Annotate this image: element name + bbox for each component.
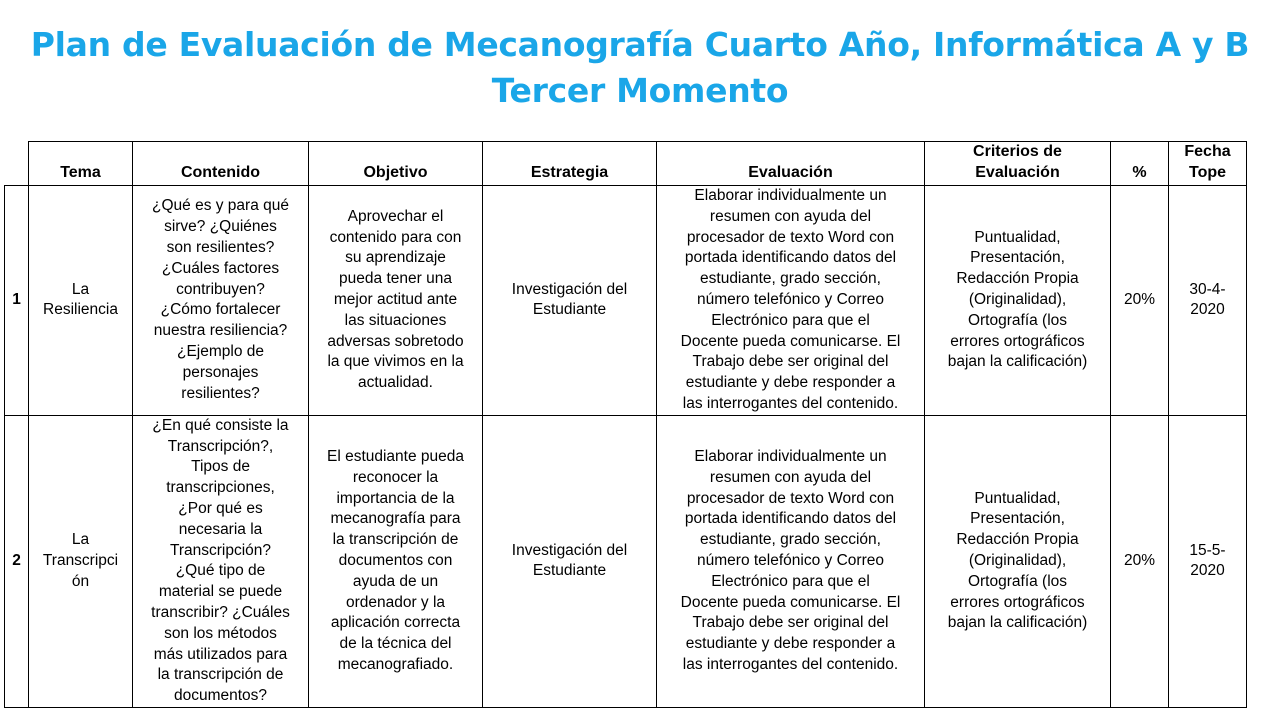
cell-line: Puntualidad, (974, 228, 1061, 246)
cell-line: Investigación del (511, 280, 628, 298)
cell-line: Ortografía (los (967, 572, 1068, 590)
cell-line: ¿Qué tipo de (175, 562, 266, 580)
cell-line: la transcripción de (157, 666, 284, 684)
evaluation-plan-table (4, 141, 1247, 708)
cell-line: Trabajo debe ser original del (692, 353, 889, 371)
cell-line: las interrogantes del contenido. (682, 655, 899, 673)
cell-line: Redacción Propia (956, 531, 1079, 549)
cell-line: portada identificando datos del (684, 249, 897, 267)
cell-line: aplicación correcta (330, 614, 461, 632)
cell-porcentaje: 20% (1111, 415, 1169, 707)
cell-line: Docente pueda comunicarse. El (680, 593, 901, 611)
cell-line: son resilientes? (166, 238, 275, 256)
row-number: 1 (5, 186, 29, 416)
slide-title (0, 22, 1280, 114)
header-criterios (925, 142, 1111, 186)
cell-criterios (925, 186, 1111, 416)
cell-line: bajan la calificación) (947, 353, 1088, 371)
cell-estrategia (483, 415, 657, 707)
cell-line: Docente pueda comunicarse. El (680, 332, 901, 350)
cell-line: pueda tener una (339, 270, 452, 288)
cell-line: número telefónico y Correo (697, 290, 884, 308)
cell-evaluacion (657, 415, 925, 707)
cell-line: mejor actitud ante (333, 290, 458, 308)
cell-line: La (71, 280, 90, 298)
cell-line: Presentación, (970, 249, 1065, 267)
header-fecha-line-1: Fecha (1184, 143, 1231, 160)
cell-line: documentos? (173, 687, 268, 705)
cell-line: mecanografiado. (337, 655, 454, 673)
cell-line: Ortografía (los (967, 311, 1068, 329)
cell-line: Electrónico para que el (711, 572, 870, 590)
cell-line: Presentación, (970, 510, 1065, 528)
cell-line: número telefónico y Correo (697, 551, 884, 569)
header-porcentaje: % (1111, 142, 1169, 186)
cell-fecha: 30-4-2020 (1169, 186, 1247, 416)
cell-line: Transcripción? (169, 541, 272, 559)
cell-line: Elaborar individualmente un (694, 187, 887, 204)
cell-line: son los métodos (164, 624, 277, 642)
cell-line: bajan la calificación) (947, 614, 1088, 632)
cell-line: Estudiante (532, 562, 607, 580)
header-contenido: Contenido (133, 142, 309, 186)
header-objetivo: Objetivo (309, 142, 483, 186)
cell-line: (Originalidad), (968, 551, 1067, 569)
cell-line: Aprovechar el (347, 207, 444, 225)
cell-line: su aprendizaje (345, 249, 446, 267)
cell-line: procesador de texto Word con (686, 228, 895, 246)
cell-line: más utilizados para (153, 645, 288, 663)
title-line-1: Plan de Evaluación de Mecanografía Cuarto Año, Informática A y B (30, 25, 1250, 64)
cell-contenido (133, 415, 309, 707)
cell-line: adversas sobretodo (327, 332, 464, 350)
cell-line: (Originalidad), (968, 290, 1067, 308)
cell-tema (29, 415, 133, 707)
cell-line: las situaciones (344, 311, 447, 329)
cell-line: Tipos de (191, 458, 250, 476)
cell-line: Transcripci (42, 551, 119, 569)
cell-line: Trabajo debe ser original del (692, 614, 889, 632)
header-evaluacion: Evaluación (657, 142, 925, 186)
cell-line: El estudiante pueda (326, 447, 465, 465)
cell-fecha: 15-5-2020 (1169, 415, 1247, 707)
cell-line: estudiante y debe responder a (685, 374, 896, 392)
cell-line: procesador de texto Word con (686, 489, 895, 507)
cell-line: errores ortográficos (950, 593, 1085, 611)
cell-line: Estudiante (532, 301, 607, 319)
title-line-2: Tercer Momento (491, 71, 789, 110)
cell-line: resumen con ayuda del (709, 207, 872, 225)
cell-line: errores ortográficos (950, 332, 1085, 350)
cell-line: de la técnica del (339, 635, 452, 653)
cell-line: actualidad. (358, 374, 433, 392)
cell-line: transcribir? ¿Cuáles (151, 603, 290, 621)
cell-line: ordenador y la (345, 593, 446, 611)
cell-line: las interrogantes del contenido. (682, 394, 899, 412)
cell-line: ón (71, 572, 90, 590)
header-tema: Tema (29, 142, 133, 186)
header-fecha (1169, 142, 1247, 186)
cell-criterios (925, 415, 1111, 707)
cell-objetivo (309, 186, 483, 416)
cell-tema (29, 186, 133, 416)
cell-line: documentos con (338, 551, 453, 569)
cell-line: ayuda de un (352, 572, 439, 590)
cell-line: ¿En qué consiste la (152, 416, 289, 434)
cell-line: estudiante, grado sección, (700, 270, 881, 288)
table-row (5, 186, 1247, 416)
cell-line: Resiliencia (43, 301, 118, 319)
cell-line: Transcripción?, (167, 437, 274, 455)
header-criterios-line-2: Evaluación (975, 163, 1060, 181)
header-estrategia: Estrategia (483, 142, 657, 186)
table-row (5, 415, 1247, 707)
cell-line: importancia de la (336, 489, 455, 507)
cell-line: mecanografía para (330, 510, 461, 528)
cell-line: personajes (182, 363, 259, 381)
cell-line: portada identificando datos del (684, 510, 897, 528)
cell-line: Puntualidad, (974, 489, 1061, 507)
cell-line: ¿Cuáles factores (161, 259, 280, 277)
cell-line: Elaborar individualmente un (694, 447, 887, 465)
cell-line: ¿Qué es y para qué (152, 197, 289, 215)
cell-contenido (133, 186, 309, 416)
cell-line: ¿Cómo fortalecer (160, 301, 281, 319)
cell-line: material se puede (158, 583, 283, 601)
header-criterios-line-1: Criterios de (973, 143, 1062, 160)
cell-line: La (71, 531, 90, 549)
cell-line: nuestra resiliencia? (153, 322, 288, 340)
cell-line: resilientes? (181, 384, 260, 402)
cell-line: transcripciones, (166, 479, 275, 497)
header-fecha-line-2: Tope (1188, 163, 1227, 181)
cell-line: ¿Ejemplo de (176, 342, 264, 360)
cell-line: Investigación del (511, 541, 628, 559)
cell-line: sirve? ¿Quiénes (164, 218, 277, 236)
cell-line: resumen con ayuda del (709, 468, 872, 486)
cell-line: contribuyen? (176, 280, 265, 298)
cell-line: reconocer la (352, 468, 439, 486)
cell-line: Electrónico para que el (711, 311, 870, 329)
cell-line: ¿Por qué es (178, 499, 263, 517)
cell-objetivo (309, 415, 483, 707)
header-blank (5, 142, 29, 186)
row-number: 2 (5, 415, 29, 707)
cell-evaluacion (657, 186, 925, 416)
cell-line: la transcripción de (332, 531, 459, 549)
cell-line: contenido para con (329, 228, 462, 246)
header-row (5, 142, 1247, 186)
cell-line: estudiante, grado sección, (700, 531, 881, 549)
cell-line: Redacción Propia (956, 270, 1079, 288)
cell-estrategia (483, 186, 657, 416)
cell-line: necesaria la (178, 520, 263, 538)
cell-line: la que vivimos en la (327, 353, 464, 371)
cell-porcentaje: 20% (1111, 186, 1169, 416)
cell-line: estudiante y debe responder a (685, 635, 896, 653)
